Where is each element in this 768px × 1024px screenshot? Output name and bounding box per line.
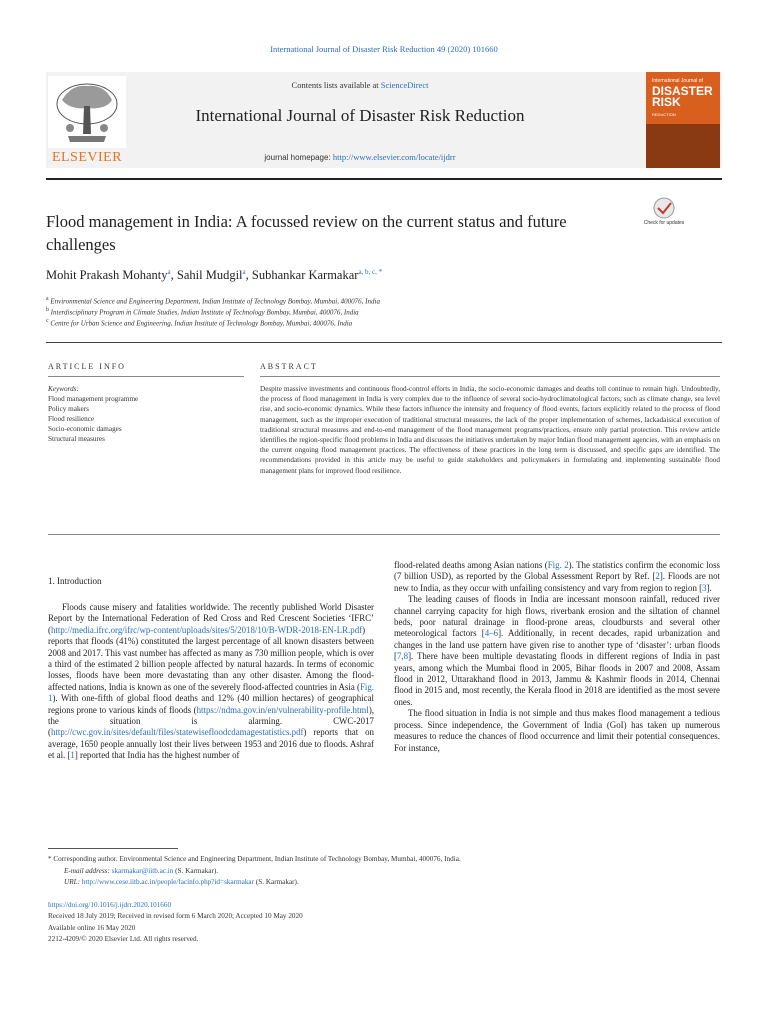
keyword: Flood management programme <box>48 395 139 403</box>
body-column-right <box>394 560 720 754</box>
footnote-block <box>48 854 728 889</box>
check-badge-label: Check for updates <box>644 220 684 226</box>
paper-title: Flood management in India: A focussed review on the current status and future challenges <box>46 212 567 254</box>
abstract-heading: ABSTRACT <box>260 362 318 371</box>
corresponding-author-note: * Corresponding author. Environmental Science and Engineering Department, Indian Institute of Technology Bombay, Mumbai, 400076, India. <box>48 855 461 863</box>
footnote-rule <box>48 848 178 849</box>
keywords-block <box>48 384 138 444</box>
abstract-rule <box>260 376 720 377</box>
citation-link[interactable]: 3 <box>702 582 707 593</box>
paragraph: The flood situation in India is not simple and thus makes flood management a tedious process. Since independence, the Government of India (GoI) has taken up numerous measures to reduce the chances of flood occurrence and limit their potential consequences. For instance, <box>394 708 720 753</box>
ndma-link[interactable]: https://ndma.gov.in/en/vulnerability-profile.html <box>196 704 369 715</box>
author-affiliation-mark[interactable]: a, b, c, * <box>358 268 383 276</box>
figure-link[interactable]: Fig. 2 <box>547 560 569 570</box>
keyword: Socio-economic damages <box>48 425 122 433</box>
abstract-text: Despite massive investments and continuous flood-control efforts in India, the socio-economic damages and deaths toll continue to remain high. Undoubtedly, the process of flood management in India is very complex due to the influence of several socio-hydroclimatological factors, such as climate change, sea level rise, and socio-economic dynamics. While these factors influence the intensity and frequency of flood events, factors explicitly related to the process of flood management, such as the improper execution of traditional structural measures, the lack of the proper implementation of schemes, lackadaisical execution of traditional structural measures and end-to-end management of the flood management programs/practices, ensure only partial protection. This review article identifies the region-specific flood problems in India and discusses the initiatives undertaken by major Indian flood management agencies, with an emphasis on the current ongoing flood management practices. The effectiveness of these practices in the long term is discussed, and specific gaps are identified. The recommendations provided in this article may be useful to guide stakeholders and policymakers in formulating and implementing sustainable flood management plans for improved flood resilience. <box>260 385 720 475</box>
figure-link[interactable]: Fig. 1 <box>48 681 374 704</box>
author-affiliation-mark[interactable]: a <box>167 268 171 276</box>
homepage-link[interactable]: http://www.elsevier.com/locate/ijdrr <box>332 152 456 162</box>
journal-reference[interactable]: International Journal of Disaster Risk Reduction 49 (2020) 101660 <box>270 44 498 54</box>
abstract-end-rule <box>48 534 720 535</box>
citation-link[interactable]: 2 <box>655 571 660 582</box>
email-line: E-mail address: skarmakar@iitb.ac.in (S. Karmakar). <box>64 866 219 875</box>
section-heading-introduction: 1. Introduction <box>48 576 102 586</box>
article-info-rule <box>48 376 244 377</box>
section-divider <box>46 342 722 343</box>
check-for-updates-badge[interactable] <box>644 196 684 230</box>
citation-link[interactable]: 1 <box>70 750 75 761</box>
available-online: Available online 16 May 2020 <box>48 923 136 932</box>
sciencedirect-link[interactable]: ScienceDirect <box>380 80 429 90</box>
journal-homepage: journal homepage: http://www.elsevier.com/locate/ijdrr <box>264 152 456 162</box>
email-link[interactable]: skarmakar@iitb.ac.in <box>111 866 174 875</box>
ifrc-report-link[interactable]: http://media.ifrc.org/ifrc/wp-content/uploads/sites/5/2018/10/B-WDR-2018-EN-LR.pdf <box>50 624 363 635</box>
paragraph: Floods cause misery and fatalities worldwide. The recently published World Disaster Report by the International Federation of Red Cross and Red Crescent Societies ‘IFRC’ (http://media.ifrc.org/ifrc/wp-content/uploads/sites/5/2018/10/B-WDR-2018-EN-LR.pdf) reports that floods (41%) constituted the largest percentage of all known disasters between 2008 and 2017. This vast number has affected as many as 730 million people, which is over a third of the estimated 2 billion people affected by natural hazards. In terms of economic losses, floods have been more devastating than any other disaster. Among the flood-affected nations, India is known as one of the severely flood-affected countries in Asia (Fig. 1). With one-fifth of global flood deaths and 12% (40 million hectares) of geographical regions prone to various kinds of floods (https://ndma.gov.in/en/vulnerability-profile.html), the situation is alarming. CWC-2017 (http://cwc.gov.in/sites/default/files/statewisefloodcdamagestatistics.pdf) reports that on average, 1650 people annually lost their lives between 1953 and 2016 due to floods. Ashraf et al. [1] reported that India has the highest number of <box>48 602 375 761</box>
keywords-label: Keywords: <box>48 385 79 393</box>
journal-title: International Journal of Disaster Risk Reduction <box>195 106 525 125</box>
cover-photo <box>646 124 720 168</box>
paragraph: flood-related deaths among Asian nations (Fig. 2). The statistics confirm the economic loss (7 billion USD), as reported by the Global Assessment Report by Ref. [2]. Floods are not new to India, as they occur with unfailing consistency and vary from region to region [3]. <box>394 560 720 593</box>
author-list: Mohit Prakash Mohanty$^a$, Sahil Mudgil$^a$, Subhankar Karmakar$^{a, b, c, *}$ <box>46 268 383 283</box>
author-name[interactable]: Mohit Prakash Mohanty <box>46 268 168 283</box>
keyword: Policy makers <box>48 405 89 413</box>
affiliation: $^c$ Centre for Urban Science and Engineering, Indian Institute of Technology Bombay, Mumbai, 400076, India <box>46 318 353 328</box>
copyright: 2212-4209/© 2020 Elsevier Ltd. All rights reserved. <box>48 934 199 943</box>
keyword: Flood resilience <box>48 415 95 423</box>
cwc-link[interactable]: http://cwc.gov.in/sites/default/files/statewisefloodcdamagestatistics.pdf <box>50 727 304 738</box>
affiliation: $^a$ Environmental Science and Engineering Department, Indian Institute of Technology Bombay, Mumbai, 400076, India <box>46 296 380 306</box>
cover-subtitle: REDUCTION <box>652 112 676 117</box>
affiliation: $^b$ Interdisciplinary Program in Climate Studies, Indian Institute of Technology Bombay, Mumbai, 400076, India <box>46 307 359 317</box>
author-name[interactable]: Subhankar Karmakar <box>251 268 359 283</box>
article-info-heading: ARTICLE INFO <box>48 362 126 371</box>
doi-link[interactable]: https://doi.org/10.1016/j.ijdrr.2020.101660 <box>48 901 172 909</box>
url-line: URL: http://www.cese.iitb.ac.in/people/facinfo.php?id=skarmakar (S. Karmakar). <box>64 878 299 886</box>
body-column-left <box>48 602 374 762</box>
received-dates: Received 18 July 2019; Received in revised form 6 March 2020; Accepted 10 May 2020 <box>48 912 303 921</box>
author-affiliation-mark[interactable]: a <box>242 268 246 276</box>
citation-link[interactable]: 4–6 <box>484 628 499 639</box>
paragraph: The leading causes of floods in India are incessant monsoon rainfall, reduced river channel carrying capacity for high flows, riverbank erosion and the siltation of channel beds, poor natural drainage in flood-prone areas, cloudbursts and several other meteorological factors [4–6]. Additionally, in recent decades, rapid urbanization and changes in the land use pattern have given rise to another type of ‘disaster’: urban floods [7,8]. There have been multiple devastating floods in different regions of India in past years, among which the Mumbai flood in 2005, Bihar floods in 2007 and 2008, Assam flood in 2012, Uttarakhand flood in 2013, Jammu & Kashmir floods in 2014, Chennai flood in 2015 and, most recently, the Kerala flood in 2018 are identified as the most severe ones. <box>394 594 720 707</box>
author-name[interactable]: Sahil Mudgil <box>176 268 243 283</box>
author-url-link[interactable]: http://www.cese.iitb.ac.in/people/facinfo.php?id=skarmakar <box>81 878 255 886</box>
cover-label: International Journal of <box>652 78 703 84</box>
publisher-name: ELSEVIER <box>51 150 123 165</box>
header-divider <box>46 178 722 180</box>
publication-info <box>48 900 303 945</box>
contents-line: Contents lists available at ScienceDirect <box>291 80 429 90</box>
journal-cover-image[interactable] <box>646 72 720 168</box>
cover-title: DISASTER RISK <box>652 84 713 109</box>
citation-link[interactable]: 7,8 <box>396 651 409 662</box>
keyword: Structural measures <box>48 435 105 443</box>
